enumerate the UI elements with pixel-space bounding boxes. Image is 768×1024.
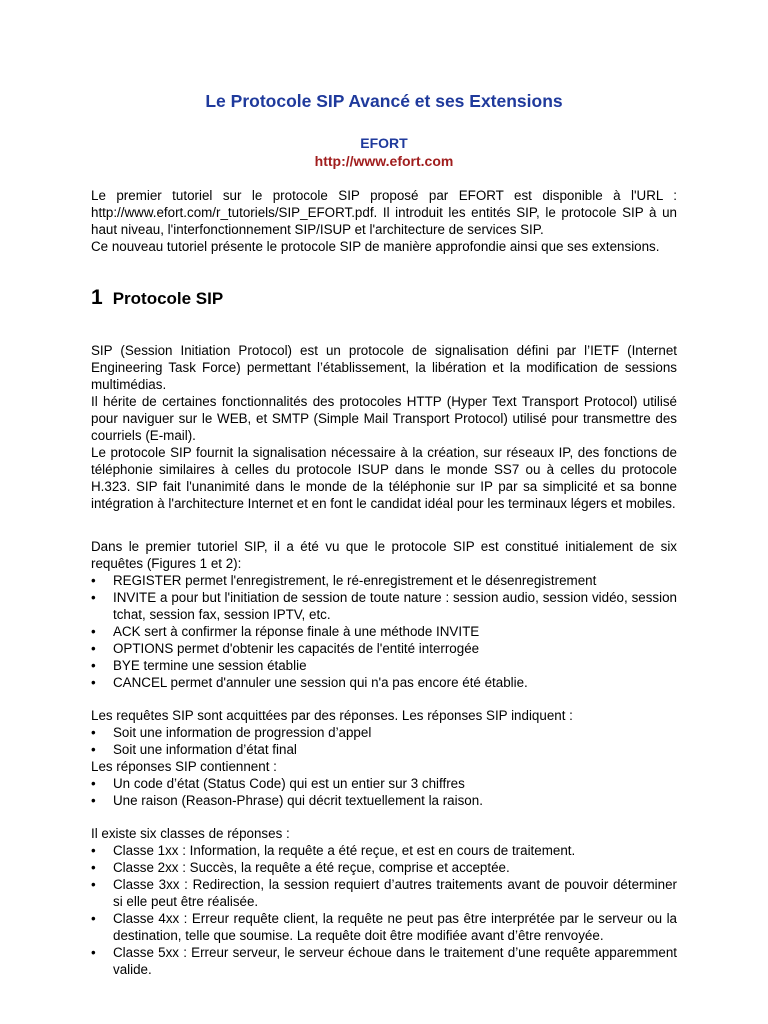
responses-block [91, 707, 677, 809]
list-item: • Classe 4xx : Erreur requête client, la requête ne peut pas être interprétée par le serveur ou la destination, telle que soumise. La requête doit être modifiée avant d’être renvoyée. [91, 910, 677, 944]
section-title: Protocole SIP [112, 289, 224, 308]
list-item: • Soit une information d’état final [91, 741, 677, 758]
requests-block [91, 538, 677, 691]
responses-intro: Les requêtes SIP sont acquittées par des réponses. Les réponses SIP indiquent : [91, 708, 573, 723]
list-item: • INVITE a pour but l'initiation de session de toute nature : session audio, session vidéo, session tchat, session fax, session IPTV, etc. [91, 589, 677, 623]
list-item: • Un code d’état (Status Code) qui est un entier sur 3 chiffres [91, 775, 677, 792]
list-item: • Une raison (Reason-Phrase) qui décrit textuellement la raison. [91, 792, 677, 809]
author-org: EFORT [360, 135, 408, 151]
list-item: • CANCEL permet d'annuler une session qui n'a pas encore été établie. [91, 674, 677, 691]
list-item: • Soit une information de progression d’appel [91, 724, 677, 741]
list-item: • Classe 5xx : Erreur serveur, le serveur échoue dans le traitement d’une requête apparemment valide. [91, 944, 677, 978]
list-item: • OPTIONS permet d'obtenir les capacités de l'entité interrogée [91, 640, 677, 657]
section-body [91, 342, 677, 512]
body-paragraph: SIP (Session Initiation Protocol) est un protocole de signalisation défini par l’IETF (Internet Engineering Task Force) permettant l’établissement, la libération et la modification de sessions multimédias. [91, 343, 677, 392]
responses-contain-list [91, 775, 677, 809]
intro-paragraph: Ce nouveau tutoriel présente le protocole SIP de manière approfondie ainsi que ses extensions. [91, 239, 660, 254]
body-paragraph: Il hérite de certaines fonctionnalités des protocoles HTTP (Hyper Text Transport Protocol) utilisé pour naviguer sur le WEB, et SMTP (Simple Mail Transport Protocol) utilisé pour transmettre des courriels (E-mail). [91, 394, 677, 443]
list-item: • ACK sert à confirmer la réponse finale à une méthode INVITE [91, 623, 677, 640]
classes-block [91, 825, 677, 978]
classes-intro: Il existe six classes de réponses : [91, 826, 290, 841]
responses-contain-intro: Les réponses SIP contiennent : [91, 759, 277, 774]
list-item: • Classe 3xx : Redirection, la session requiert d’autres traitements avant de pouvoir déterminer si elle peut être réalisée. [91, 876, 677, 910]
body-paragraph: Le protocole SIP fournit la signalisation nécessaire à la création, sur réseaux IP, des fonctions de téléphonie similaires à celles du protocole ISUP dans le monde SS7 ou à celles du protocole H.323. SIP fait l'unanimité dans le monde de la téléphonie sur IP par sa simplicité et sa bonne intégration à l'architecture Internet et en font le candidat idéal pour les terminaux légers et mobiles. [91, 445, 677, 511]
section-heading [91, 286, 223, 310]
list-item: • Classe 1xx : Information, la requête a été reçue, et est en cours de traitement. [91, 842, 677, 859]
list-item: • REGISTER permet l'enregistrement, le ré-enregistrement et le désenregistrement [91, 572, 677, 589]
intro-block [91, 187, 677, 255]
document-title: Le Protocole SIP Avancé et ses Extensions [205, 91, 563, 111]
author-url[interactable]: http://www.efort.com [314, 153, 454, 169]
intro-paragraph: Le premier tutoriel sur le protocole SIP proposé par EFORT est disponible à l'URL : http://www.efort.com/r_tutoriels/SIP_EFORT.pdf. Il introduit les entités SIP, le protocole SIP à un haut niveau, l'interfonctionnement SIP/ISUP et l'architecture de services SIP. [91, 188, 677, 237]
classes-list [91, 842, 677, 978]
section-number: 1 [91, 286, 103, 309]
responses-indicate-list [91, 724, 677, 758]
requests-intro: Dans le premier tutoriel SIP, il a été vu que le protocole SIP est constitué initialement de six requêtes (Figures 1 et 2): [91, 539, 677, 571]
list-item: • BYE termine une session établie [91, 657, 677, 674]
list-item: • Classe 2xx : Succès, la requête a été reçue, comprise et acceptée. [91, 859, 677, 876]
requests-list [91, 572, 677, 691]
